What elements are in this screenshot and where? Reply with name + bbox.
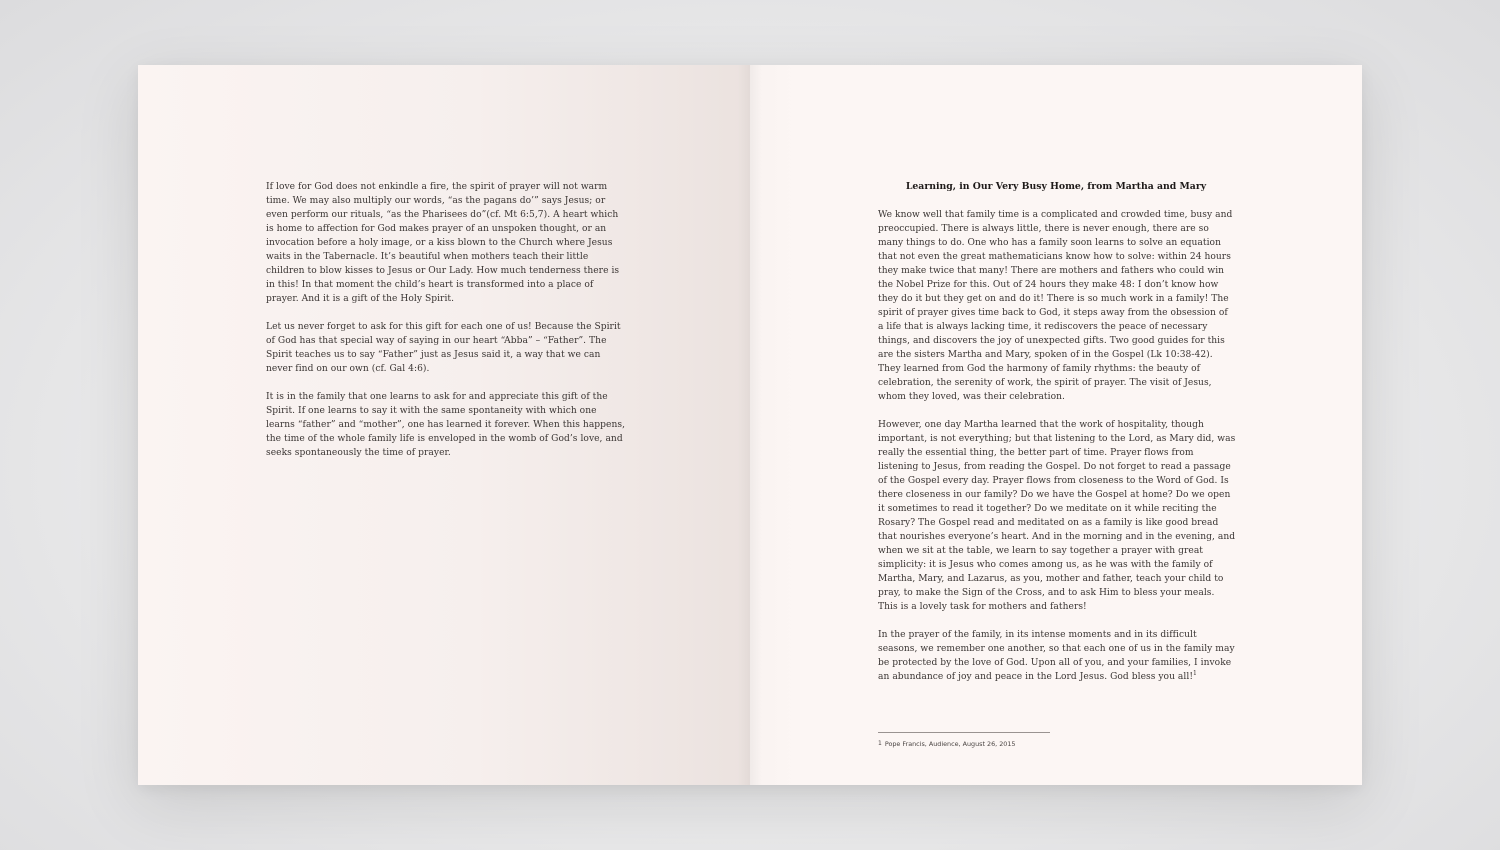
left-paragraph-1: If love for God does not enkindle a fire, the spirit of prayer will not warm time. We may also multiply our words, “as the pagans do’” says Jesus; or even perform our rituals, “as the Pharisees do”(cf. Mt 6:5,7). A heart which is home to affection for God makes prayer of an unspoken thought, or an invocation before a holy image, or a kiss blown to the Church where Jesus waits in the Tabernacle. It’s beautiful when mothers teach their little children to blow kisses to Jesus or Our Lady. How much tenderness there is in this! In that moment the child’s heart is transformed into a place of prayer. And it is a gift of the Holy Spirit.: [266, 182, 620, 304]
right-paragraph-3: [878, 628, 1236, 684]
footnote-reference[interactable]: 1: [1193, 670, 1197, 677]
left-page: [138, 65, 750, 785]
closing-text: In the prayer of the family, in its intense moments and in its difficult seasons, we remember one another, so that each one of us in the family may be protected by the love of God. Upon all of you, and your families, I invoke an abundance of joy and peace in the Lord Jesus. God bless you all!: [878, 630, 1235, 682]
footnote-text: Pope Francis, Audience, August 26, 2015: [884, 740, 1016, 748]
footnote-number: 1: [878, 740, 882, 747]
left-paragraph-3: It is in the family that one learns to ask for and appreciate this gift of the Spirit. If one learns to say it with the same spontaneity with which one learns “father” and “mother”, one has learned it forever. When this happens, the time of the whole family life is enveloped in the womb of God’s love, and seeks spontaneously the time of prayer.: [266, 392, 626, 458]
right-page: [750, 65, 1362, 785]
right-paragraph-1: We know well that family time is a complicated and crowded time, busy and preoccupied. There is always little, there is never enough, there are so many things to do. One who has a family soon learns to solve an equation that not even the great mathematicians know how to solve: within 24 hours they make twice that many! There are mothers and fathers who could win the Nobel Prize for this. Out of 24 hours they make 48: I don’t know how they do it but they get on and do it! There is so much work in a family! The spirit of prayer gives time back to God, it steps away from the obsession of a life that is always lacking time, it rediscovers the peace of necessary things, and discovers the joy of unexpected gifts. Two good guides for this are the sisters Martha and Mary, spoken of in the Gospel (Lk 10:38-42). They learned from God the harmony of family rhythms: the beauty of celebration, the serenity of work, the spirit of prayer. The visit of Jesus, whom they loved, was their celebration.: [878, 210, 1233, 402]
book-spread: [138, 65, 1362, 785]
left-page-body: [266, 180, 628, 474]
section-heading: Learning, in Our Very Busy Home, from Martha and Mary: [905, 181, 1207, 192]
footnote: [878, 740, 1015, 748]
footnote-divider: [878, 732, 1050, 733]
right-page-body: [878, 208, 1236, 698]
right-paragraph-2: However, one day Martha learned that the work of hospitality, though important, is not everything; but that listening to the Lord, as Mary did, was really the essential thing, the better part of time. Prayer flows from listening to Jesus, from reading the Gospel. Do not forget to read a passage of the Gospel every day. Prayer flows from closeness to the Word of God. Is there closeness in our family? Do we have the Gospel at home? Do we open it sometimes to read it together? Do we meditate on it while reciting the Rosary? The Gospel read and meditated on as a family is like good bread that nourishes everyone’s heart. And in the morning and in the evening, and when we sit at the table, we learn to say together a prayer with great simplicity: it is Jesus who comes among us, as he was with the family of Martha, Mary, and Lazarus, as you, mother and father, teach your child to pray, to make the Sign of the Cross, and to ask Him to bless your meals. This is a lovely task for mothers and fathers!: [878, 420, 1236, 612]
left-paragraph-2: Let us never forget to ask for this gift for each one of us! Because the Spirit of God has that special way of saying in our heart “Abba” – “Father”. The Spirit teaches us to say “Father” just as Jesus said it, a way that we can never find on our own (cf. Gal 4:6).: [266, 322, 621, 374]
